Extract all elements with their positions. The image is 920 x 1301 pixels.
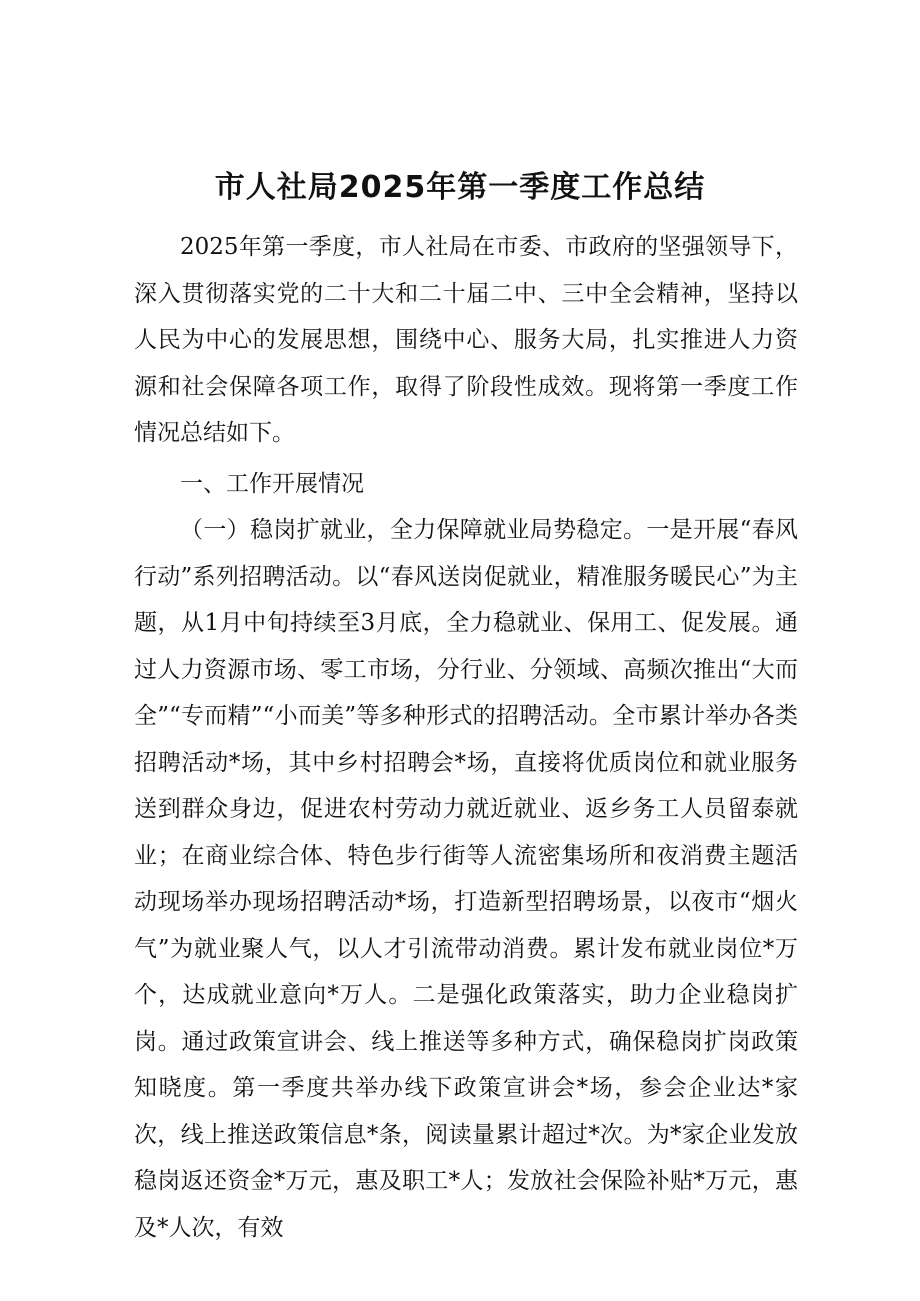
body-paragraph: （一）稳岗扩就业，全力保障就业局势稳定。一是开展“春风行动”系列招聘活动。以“春风送岗促就业，精准服务暖民心”为主题，从1月中旬持续至3月底，全力稳就业、保用工、促发展。通过人力资源市场、零工市场，分行业、分领域、高频次推出“大而全”“专而精”“小而美”等多种形式的招聘活动。全市累计举办各类招聘活动*场，其中乡村招聘会*场，直接将优质岗位和就业服务送到群众身边，促进农村劳动力就近就业、返乡务工人员留泰就业；在商业综合体、特色步行街等人流密集场所和夜消费主题活动现场举办现场招聘活动*场，打造新型招聘场景，以夜市“烟火气”为就业聚人气，以人才引流带动消费。累计发布就业岗位*万个，达成就业意向*万人。二是强化政策落实，助力企业稳岗扩岗。通过政策宣讲会、线上推送等多种方式，确保稳岗扩岗政策知晓度。第一季度共举办线下政策宣讲会*场，参会企业达*家次，线上推送政策信息*条，阅读量累计超过*次。为*家企业发放稳岗返还资金*万元，惠及职工*人；发放社会保险补贴*万元，惠及*人次，有效 bbox=[134, 517, 798, 1241]
document-title: 市人社局2025年第一季度工作总结 bbox=[214, 170, 706, 205]
intro-paragraph: 2025年第一季度，市人社局在市委、市政府的坚强领导下，深入贯彻落实党的二十大和二十届二中、三中全会精神，坚持以人民为中心的发展思想，围绕中心、服务大局，扎实推进人力资源和社会保障各项工作，取得了阶段性成效。现将第一季度工作情况总结如下。 bbox=[134, 234, 798, 446]
section-heading: 一、工作开展情况 bbox=[180, 470, 364, 497]
document-body bbox=[134, 224, 798, 1251]
